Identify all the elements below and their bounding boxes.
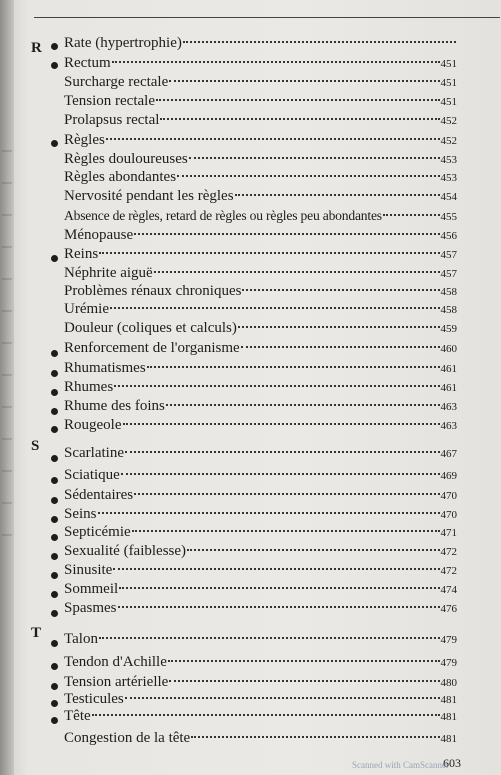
entry-bullet bbox=[51, 370, 58, 377]
entry-bullet bbox=[51, 350, 58, 357]
entry-page: 459 bbox=[440, 323, 457, 335]
entry-label: Urémie bbox=[64, 301, 109, 317]
index-entry bbox=[64, 339, 457, 358]
book-gutter bbox=[0, 0, 14, 775]
entry-label: Rectum bbox=[64, 55, 111, 71]
index-entry bbox=[64, 131, 457, 150]
dot-leader bbox=[241, 346, 440, 348]
entry-page: 472 bbox=[440, 546, 457, 558]
index-entry bbox=[64, 542, 457, 561]
index-entry bbox=[64, 111, 457, 130]
entry-page: 481 bbox=[440, 733, 457, 745]
entry-page: 470 bbox=[440, 509, 457, 521]
entry-label: Sexualité (faiblesse) bbox=[64, 543, 187, 559]
entry-page: 474 bbox=[440, 584, 457, 596]
entry-page: 481 bbox=[440, 711, 457, 723]
entry-label: Septicémie bbox=[64, 524, 131, 540]
dot-leader bbox=[154, 271, 440, 273]
dot-leader bbox=[383, 214, 440, 216]
index-entry bbox=[64, 505, 457, 524]
entry-label: Problèmes rénaux chroniques bbox=[64, 283, 242, 299]
dot-leader bbox=[113, 568, 439, 570]
entry-label: Rate (hypertrophie) bbox=[64, 35, 182, 51]
dot-leader bbox=[169, 680, 439, 682]
entry-page: 471 bbox=[440, 527, 457, 539]
entry-page: 456 bbox=[440, 230, 457, 242]
dot-leader bbox=[160, 118, 439, 120]
dot-leader bbox=[119, 587, 439, 589]
entry-label: Sommeil bbox=[64, 581, 119, 597]
index-entry bbox=[64, 300, 457, 319]
entry-bullet bbox=[51, 43, 58, 50]
entry-label: Règles abondantes bbox=[64, 169, 177, 185]
entry-label: Congestion de la tête bbox=[64, 730, 191, 746]
entry-label: Renforcement de l'organisme bbox=[64, 340, 240, 356]
entry-bullet bbox=[51, 389, 58, 396]
entry-page: 458 bbox=[440, 304, 457, 316]
dot-leader bbox=[92, 714, 440, 716]
entry-bullet bbox=[51, 516, 58, 523]
entry-page: 452 bbox=[440, 115, 457, 127]
entry-page: 469 bbox=[440, 470, 457, 482]
entry-bullet bbox=[51, 255, 58, 262]
index-entry bbox=[64, 73, 457, 92]
dot-leader bbox=[98, 512, 440, 514]
entry-page: 451 bbox=[440, 77, 457, 89]
entry-label: Prolapsus rectal bbox=[64, 112, 160, 128]
entry-bullet bbox=[51, 700, 58, 707]
facing-page-edge bbox=[2, 120, 12, 560]
entry-bullet bbox=[51, 553, 58, 560]
dot-leader bbox=[187, 549, 439, 551]
entry-bullet bbox=[51, 497, 58, 504]
dot-leader bbox=[125, 697, 440, 699]
dot-leader bbox=[183, 41, 456, 43]
index-entry bbox=[64, 226, 457, 245]
dot-leader bbox=[238, 326, 440, 328]
dot-leader bbox=[99, 252, 439, 254]
scanner-watermark: Scanned with CamScanner bbox=[352, 760, 449, 770]
entry-page: 470 bbox=[440, 490, 457, 502]
entry-bullet bbox=[51, 717, 58, 724]
index-entry bbox=[64, 187, 457, 206]
index-entry bbox=[64, 378, 457, 397]
entry-label: Néphrite aiguë bbox=[64, 265, 153, 281]
index-entry bbox=[64, 34, 457, 52]
index-entry bbox=[64, 599, 457, 618]
index-entry bbox=[64, 168, 457, 187]
index-entry bbox=[64, 486, 457, 505]
entry-label: Rhume des foins bbox=[64, 398, 165, 414]
entry-bullet bbox=[51, 534, 58, 541]
index-entry bbox=[64, 319, 457, 338]
entry-bullet bbox=[51, 140, 58, 147]
entry-label: Absence de règles, retard de règles ou règles peu abondantes bbox=[64, 208, 382, 223]
index-entry bbox=[64, 561, 457, 580]
entry-label: Tension rectale bbox=[64, 93, 155, 109]
dot-leader bbox=[166, 404, 440, 406]
index-entry bbox=[64, 54, 457, 73]
entry-page: 461 bbox=[440, 382, 457, 394]
entry-label: Surcharge rectale bbox=[64, 74, 169, 90]
entry-page: 480 bbox=[440, 677, 457, 689]
index-entry bbox=[64, 653, 457, 672]
dot-leader bbox=[168, 660, 440, 662]
dot-leader bbox=[118, 606, 440, 608]
entry-bullet bbox=[51, 591, 58, 598]
dot-leader bbox=[189, 157, 440, 159]
entry-page: 472 bbox=[440, 565, 457, 577]
dot-leader bbox=[177, 175, 439, 177]
dot-leader bbox=[169, 80, 439, 82]
dot-leader bbox=[125, 451, 440, 453]
entry-label: Sciatique bbox=[64, 467, 120, 483]
dot-leader bbox=[99, 637, 440, 639]
dot-leader bbox=[134, 493, 439, 495]
entry-page: 481 bbox=[440, 694, 457, 706]
entry-bullet bbox=[51, 572, 58, 579]
entry-bullet bbox=[51, 477, 58, 484]
dot-leader bbox=[242, 289, 439, 291]
index-entry bbox=[64, 150, 457, 169]
entry-bullet bbox=[51, 62, 58, 69]
entry-bullet bbox=[51, 683, 58, 690]
index-entry bbox=[64, 630, 457, 649]
bleed-through-text bbox=[0, 238, 1, 264]
section-letter-r: R bbox=[31, 40, 42, 56]
dot-leader bbox=[235, 194, 440, 196]
entry-page: 476 bbox=[440, 603, 457, 615]
index-entry bbox=[64, 282, 457, 301]
entry-page: 457 bbox=[440, 249, 457, 261]
dot-leader bbox=[110, 307, 440, 309]
index-entry bbox=[64, 707, 457, 726]
entry-bullet bbox=[51, 408, 58, 415]
entry-label: Ménopause bbox=[64, 227, 134, 243]
section-letter-t: T bbox=[31, 625, 42, 641]
entry-bullet bbox=[51, 455, 58, 462]
dot-leader bbox=[112, 61, 440, 63]
entry-page: 467 bbox=[440, 448, 457, 460]
dot-leader bbox=[134, 233, 439, 235]
entry-label: Reins bbox=[64, 246, 99, 262]
entry-bullet bbox=[51, 663, 58, 670]
entry-label: Spasmes bbox=[64, 600, 117, 616]
dot-leader bbox=[191, 736, 439, 738]
entry-page: 457 bbox=[440, 268, 457, 280]
entry-page: 460 bbox=[440, 343, 457, 355]
entry-page: 453 bbox=[440, 172, 457, 184]
dot-leader bbox=[156, 99, 440, 101]
entry-label: Nervosité pendant les règles bbox=[64, 188, 234, 204]
entry-label: Règles bbox=[64, 132, 105, 148]
index-entry bbox=[64, 729, 457, 748]
index-entry bbox=[64, 580, 457, 599]
index-entry bbox=[64, 523, 457, 542]
entry-label: Testicules bbox=[64, 691, 124, 707]
section-letter-s: S bbox=[31, 438, 40, 454]
index-entry bbox=[64, 207, 457, 226]
top-rule bbox=[34, 17, 500, 18]
entry-bullet bbox=[51, 610, 58, 617]
entry-label: Douleur (coliques et calculs) bbox=[64, 320, 237, 336]
entry-label: Tête bbox=[64, 708, 91, 724]
index-entry bbox=[64, 416, 457, 435]
entry-label: Seins bbox=[64, 506, 97, 522]
entry-label: Sinusite bbox=[64, 562, 113, 578]
entry-page: 455 bbox=[440, 211, 457, 223]
entry-bullet bbox=[51, 640, 58, 647]
index-entry bbox=[64, 264, 457, 283]
dot-leader bbox=[114, 385, 439, 387]
entry-label: Rhumes bbox=[64, 379, 114, 395]
entry-page: 479 bbox=[440, 657, 457, 669]
entry-label: Talon bbox=[64, 631, 98, 647]
entry-label: Tendon d'Achille bbox=[64, 654, 167, 670]
index-entry bbox=[64, 397, 457, 416]
entry-page: 454 bbox=[440, 191, 457, 203]
entry-label: Rougeole bbox=[64, 417, 122, 433]
index-entry bbox=[64, 245, 457, 264]
dot-leader bbox=[123, 423, 440, 425]
entry-bullet bbox=[51, 426, 58, 433]
entry-page: 479 bbox=[440, 634, 457, 646]
page-number: 603 bbox=[443, 756, 461, 770]
entry-page: 452 bbox=[440, 135, 457, 147]
entry-label: Règles douloureuses bbox=[64, 151, 188, 167]
entry-label: Tension artérielle bbox=[64, 674, 169, 690]
dot-leader bbox=[132, 530, 440, 532]
entry-label: Scarlatine bbox=[64, 445, 124, 461]
dot-leader bbox=[106, 138, 440, 140]
entry-label: Sédentaires bbox=[64, 487, 134, 503]
entry-page: 453 bbox=[440, 154, 457, 166]
entry-page: 463 bbox=[440, 420, 457, 432]
entry-page: 458 bbox=[440, 286, 457, 298]
entry-page: 463 bbox=[440, 401, 457, 413]
entry-label: Rhumatismes bbox=[64, 360, 146, 376]
index-entry bbox=[64, 359, 457, 378]
dot-leader bbox=[121, 473, 440, 475]
dot-leader bbox=[147, 366, 440, 368]
index-entry bbox=[64, 466, 457, 485]
entry-page: 461 bbox=[440, 363, 457, 375]
index-entry bbox=[64, 92, 457, 111]
entry-page: 451 bbox=[440, 58, 457, 70]
index-entry bbox=[64, 444, 457, 463]
entry-page: 451 bbox=[440, 96, 457, 108]
